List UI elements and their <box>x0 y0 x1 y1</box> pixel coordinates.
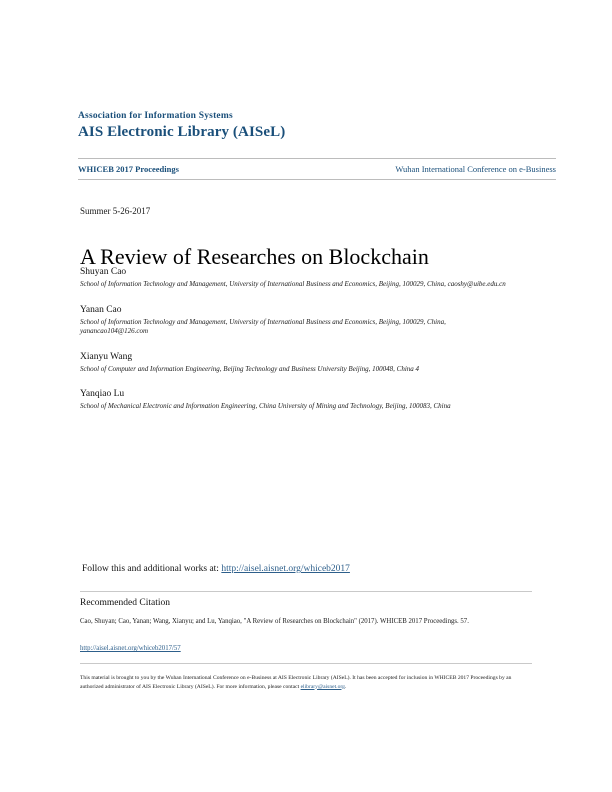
author-name[interactable]: Xianyu Wang <box>80 351 133 362</box>
follow-link[interactable]: http://aisel.aisnet.org/whiceb2017 <box>221 564 350 574</box>
follow-line <box>82 564 350 574</box>
author-affiliation: School of Computer and Information Engineering, Beijing Technology and Business University Beijing, 100048, China 4 <box>80 364 420 373</box>
footer-note-text-before: This material is brought to you by the Wuhan International Conference on e-Business at AIS Electronic Library (AISeL). It has been accepted for inclusion in WHICEB 2017 Proceedings by an authorized administrator of AIS Electronic Library (AISeL). For more information, please contact <box>80 675 512 690</box>
contact-email-link[interactable]: elibrary@aisnet.org <box>300 683 345 690</box>
recommended-citation-text: Cao, Shuyan; Cao, Yanan; Wang, Xianyu; and Lu, Yanqiao, "A Review of Researches on Blockchain" (2017). WHICEB 2017 Proceedings. 57. <box>80 618 469 625</box>
breadcrumb-proceedings[interactable]: WHICEB 2017 Proceedings <box>78 164 179 174</box>
page-title: A Review of Researches on Blockchain <box>80 243 429 269</box>
recommended-citation-link[interactable]: http://aisel.aisnet.org/whiceb2017/57 <box>80 645 181 652</box>
follow-label: Follow this and additional works at: <box>82 564 219 574</box>
author-entry <box>80 351 530 375</box>
footer-note-text-after: . <box>344 683 347 690</box>
author-entry <box>80 266 530 290</box>
author-affiliation: School of Information Technology and Management, University of International Business and Economics, Beijing, 100029, China, caoshy@uibe.edu.cn <box>80 280 506 288</box>
recommended-citation-heading: Recommended Citation <box>80 598 170 608</box>
author-name[interactable]: Yanqiao Lu <box>80 389 125 399</box>
citation-divider-top <box>80 591 532 592</box>
author-list <box>80 266 530 426</box>
author-affiliation: School of Information Technology and Management, University of International Business and Economics, Beijing, 100029, China, yanancao104@126.com <box>80 317 446 335</box>
footer-divider <box>80 663 532 664</box>
author-name[interactable]: Shuyan Cao <box>80 267 127 277</box>
masthead <box>78 110 558 141</box>
breadcrumb <box>78 158 556 180</box>
footer-note <box>80 674 530 691</box>
author-name[interactable]: Yanan Cao <box>80 304 122 315</box>
publication-date: Summer 5-26-2017 <box>80 206 151 216</box>
breadcrumb-conference[interactable]: Wuhan International Conference on e-Business <box>395 164 556 174</box>
author-entry <box>80 388 530 412</box>
author-entry <box>80 304 530 337</box>
masthead-organization: Association for Information Systems <box>78 111 233 121</box>
author-affiliation: School of Mechanical Electronic and Information Engineering, China University of Mining and Technology, Beijing, 100083, China <box>80 402 451 410</box>
masthead-library-title: AIS Electronic Library (AISeL) <box>78 124 286 140</box>
